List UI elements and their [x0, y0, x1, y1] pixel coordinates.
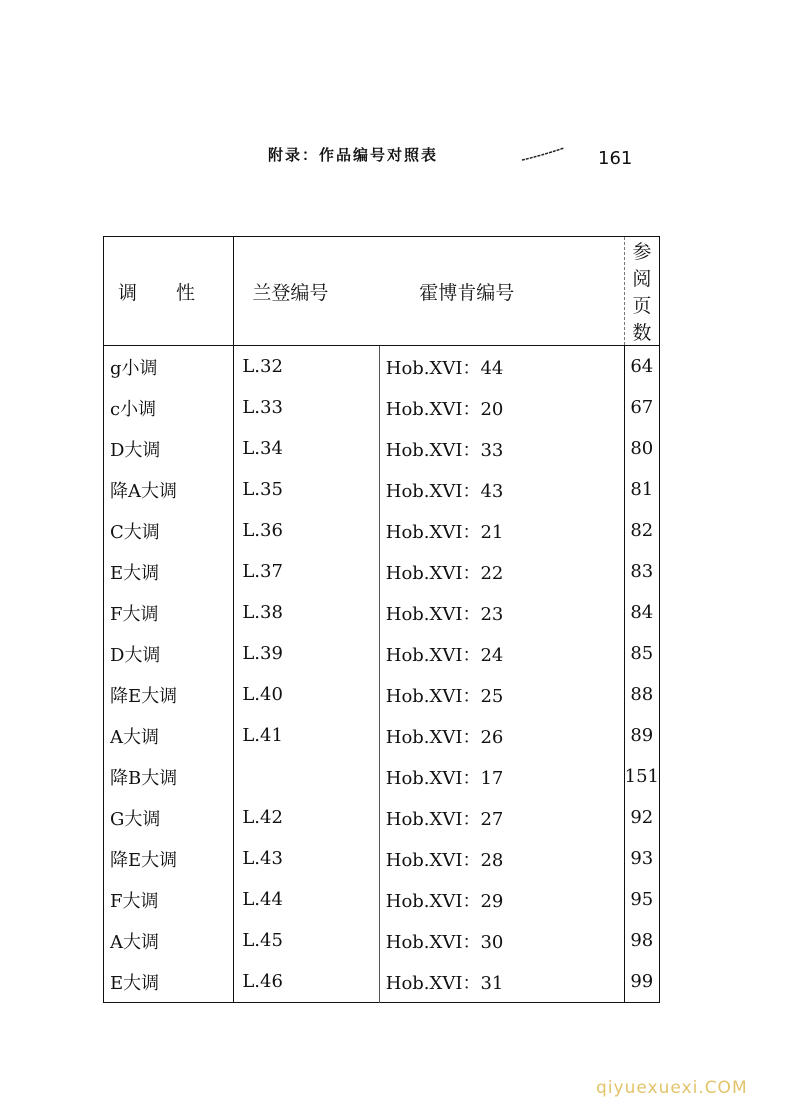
cell-hoboken-number: Hob.XVⅠ：29: [379, 879, 624, 920]
cell-key: F大调: [104, 879, 234, 920]
cell-longo-number: L.37: [242, 561, 283, 582]
cell-hoboken-number: Hob.XVⅠ：31: [379, 961, 624, 1003]
cell-longo-number: L.36: [242, 520, 283, 541]
cell-key: c小调: [104, 387, 234, 428]
cell-key: E大调: [104, 551, 234, 592]
cell-hoboken-number: Hob.XVⅠ：25: [379, 674, 624, 715]
cell-key: 降A大调: [104, 469, 234, 510]
table-row: [104, 838, 660, 879]
cell-page-ref: 85: [624, 633, 659, 674]
cell-page-ref: 99: [624, 961, 659, 1003]
header-longo: 兰登编号: [234, 237, 379, 346]
cell-longo-number: L.32: [242, 356, 283, 377]
cell-key: A大调: [104, 715, 234, 756]
cell-page-ref: 89: [624, 715, 659, 756]
header-key: 调 性: [104, 237, 234, 346]
cell-hoboken-number: Hob.XVⅠ：43: [379, 469, 624, 510]
cell-hoboken-number: Hob.XVⅠ：44: [379, 346, 624, 388]
table-header-row: [104, 237, 660, 346]
cell-page-ref: 64: [624, 346, 659, 388]
cell-longo-number: L.43: [242, 848, 283, 869]
cell-longo-number: L.42: [242, 807, 283, 828]
table-row: [104, 469, 660, 510]
cell-key: A大调: [104, 920, 234, 961]
cell-hoboken-number: Hob.XVⅠ：26: [379, 715, 624, 756]
ornament-icon: [520, 146, 566, 162]
table-row: [104, 510, 660, 551]
cell-hoboken-number: Hob.XVⅠ：27: [379, 797, 624, 838]
table-row: [104, 756, 660, 797]
cell-key: 降E大调: [104, 674, 234, 715]
cell-key: 降B大调: [104, 756, 234, 797]
cell-key: D大调: [104, 428, 234, 469]
cell-page-ref: 81: [624, 469, 659, 510]
cell-page-ref: 67: [624, 387, 659, 428]
cell-longo-number: L.45: [242, 930, 283, 951]
cell-longo-number: L.46: [242, 971, 283, 992]
table-row: [104, 715, 660, 756]
cell-longo-number: L.34: [242, 438, 283, 459]
cell-page-ref: 98: [624, 920, 659, 961]
cell-page-ref: 93: [624, 838, 659, 879]
work-number-table: [103, 236, 660, 1003]
cell-longo-number: L.38: [242, 602, 283, 623]
page-number: 161: [598, 148, 633, 169]
watermark: qiyuexuexi.COM: [596, 1078, 748, 1098]
cell-key: C大调: [104, 510, 234, 551]
cell-hoboken-number: Hob.XVⅠ：17: [379, 756, 624, 797]
table-row: [104, 551, 660, 592]
cell-longo-number: [234, 756, 379, 797]
table-row: [104, 387, 660, 428]
cell-hoboken-number: Hob.XVⅠ：33: [379, 428, 624, 469]
cell-longo-number: L.41: [242, 725, 283, 746]
cell-hoboken-number: Hob.XVⅠ：20: [379, 387, 624, 428]
cell-hoboken-number: Hob.XVⅠ：30: [379, 920, 624, 961]
cell-hoboken-number: Hob.XVⅠ：23: [379, 592, 624, 633]
table-row: [104, 797, 660, 838]
cell-key: D大调: [104, 633, 234, 674]
table-row: [104, 879, 660, 920]
cell-key: G大调: [104, 797, 234, 838]
cell-hoboken-number: Hob.XVⅠ：22: [379, 551, 624, 592]
cell-longo-number: L.40: [242, 684, 283, 705]
cell-key: g小调: [104, 346, 234, 388]
cell-page-ref: 84: [624, 592, 659, 633]
cell-page-ref: 88: [624, 674, 659, 715]
table-row: [104, 920, 660, 961]
cell-hoboken-number: Hob.XVⅠ：28: [379, 838, 624, 879]
running-head: 附录：作品编号对照表: [268, 146, 439, 164]
header-hoboken: 霍博肯编号: [379, 237, 624, 346]
table-row: [104, 961, 660, 1003]
cell-page-ref: 83: [624, 551, 659, 592]
cell-longo-number: L.35: [242, 479, 283, 500]
table-row: [104, 633, 660, 674]
table-row: [104, 346, 660, 388]
cell-page-ref: 82: [624, 510, 659, 551]
table-row: [104, 674, 660, 715]
cell-key: 降E大调: [104, 838, 234, 879]
cell-hoboken-number: Hob.XVⅠ：24: [379, 633, 624, 674]
cell-key: F大调: [104, 592, 234, 633]
cell-longo-number: L.33: [242, 397, 283, 418]
cell-page-ref: 151: [624, 756, 659, 797]
cell-hoboken-number: Hob.XVⅠ：21: [379, 510, 624, 551]
cell-key: E大调: [104, 961, 234, 1003]
cell-longo-number: L.39: [242, 643, 283, 664]
cell-page-ref: 92: [624, 797, 659, 838]
cell-longo-number: L.44: [242, 889, 283, 910]
table-row: [104, 592, 660, 633]
header-page: 参阅页数: [624, 237, 659, 346]
cell-page-ref: 80: [624, 428, 659, 469]
table-row: [104, 428, 660, 469]
cell-page-ref: 95: [624, 879, 659, 920]
